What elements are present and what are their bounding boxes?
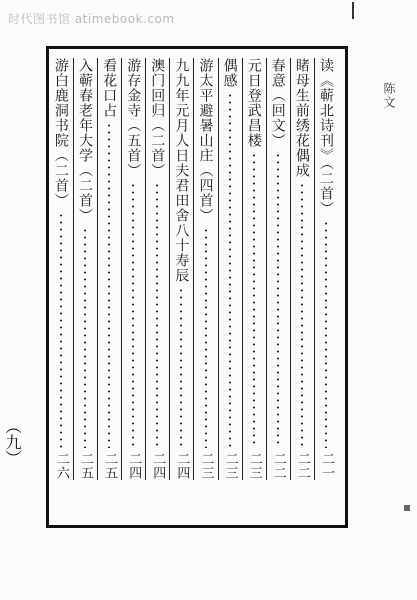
- dot-leader: [229, 92, 231, 448]
- dot-leader: [277, 152, 279, 448]
- toc-entry: [220, 58, 240, 480]
- toc-entry-title: 游太平避暑山庄（四首）: [197, 58, 214, 223]
- column-rule: [145, 58, 146, 480]
- toc-entry-title: 读《蕲北诗刊》（二首）: [318, 58, 334, 216]
- toc-entry-page: 二六: [53, 452, 69, 480]
- toc-entry-page: 二二: [294, 452, 310, 480]
- toc-entry-title: 入蕲春老年大学（二首）: [77, 58, 93, 223]
- toc-entry: [123, 58, 143, 480]
- toc-entry: [196, 58, 216, 480]
- dot-leader: [253, 152, 255, 448]
- column-rule: [169, 58, 170, 480]
- dot-leader: [84, 227, 86, 448]
- dot-leader: [325, 220, 327, 448]
- toc-entry: [292, 58, 312, 480]
- dot-leader: [132, 182, 134, 448]
- top-edge-mark: [352, 2, 354, 19]
- toc-entry: [244, 58, 264, 480]
- dot-leader: [301, 182, 303, 448]
- column-rule: [97, 58, 98, 480]
- toc-entry-title: 看花口占: [101, 58, 118, 118]
- dot-leader: [108, 122, 110, 448]
- page-number: （九）: [3, 418, 22, 466]
- toc-entry-page: 二五: [78, 452, 93, 480]
- toc-entry: [316, 58, 336, 480]
- column-rule: [121, 58, 122, 480]
- toc-entry-page: 二三: [222, 452, 238, 480]
- toc-entry-page: 二四: [126, 452, 142, 480]
- toc-entry: [268, 58, 288, 480]
- column-rule: [266, 58, 267, 480]
- toc-entry: [51, 58, 71, 480]
- toc-entry-page: 二五: [102, 452, 118, 480]
- toc-entry-title: 春意（回文）: [269, 58, 286, 148]
- column-rule: [193, 58, 194, 480]
- toc-entry: [147, 58, 167, 480]
- toc-entry-page: 二一: [319, 452, 334, 480]
- toc-entry: [75, 58, 95, 480]
- toc-entry: [171, 58, 191, 480]
- toc-entry-page: 二二: [270, 452, 286, 480]
- dot-leader: [60, 212, 62, 448]
- toc-entry-page: 二四: [174, 452, 190, 480]
- dot-leader: [156, 182, 158, 448]
- watermark-text: 时代图书馆 atimebook.com: [8, 12, 175, 26]
- column-rule: [290, 58, 291, 480]
- toc-entry-title: 九九年元月人日夫君田舍八十寿辰: [173, 58, 190, 283]
- toc-entry-title: 游白鹿洞书院（二首）: [52, 58, 69, 208]
- toc-entry-page: 二三: [246, 452, 262, 480]
- column-rule: [73, 58, 74, 480]
- toc-entry: [99, 58, 119, 480]
- column-rule: [314, 58, 315, 480]
- toc-entry-page: 二三: [198, 452, 214, 480]
- toc-entry-title: 偶感: [221, 58, 238, 88]
- column-rule: [218, 58, 219, 480]
- corner-mark: [404, 505, 410, 511]
- toc-entry-title: 游存金寺（五首）: [125, 58, 142, 178]
- toc-entry-title: 睹母生前绣花偶成: [293, 58, 310, 178]
- dot-leader: [205, 227, 207, 448]
- toc-entry-title: 元日登武昌楼: [245, 58, 262, 148]
- margin-handwritten-note: 陈文: [382, 82, 396, 110]
- dot-leader: [180, 287, 182, 448]
- toc-entry-page: 二四: [150, 452, 166, 480]
- column-rule: [242, 58, 243, 480]
- toc-entry-title: 澳门回归（二首）: [149, 58, 166, 178]
